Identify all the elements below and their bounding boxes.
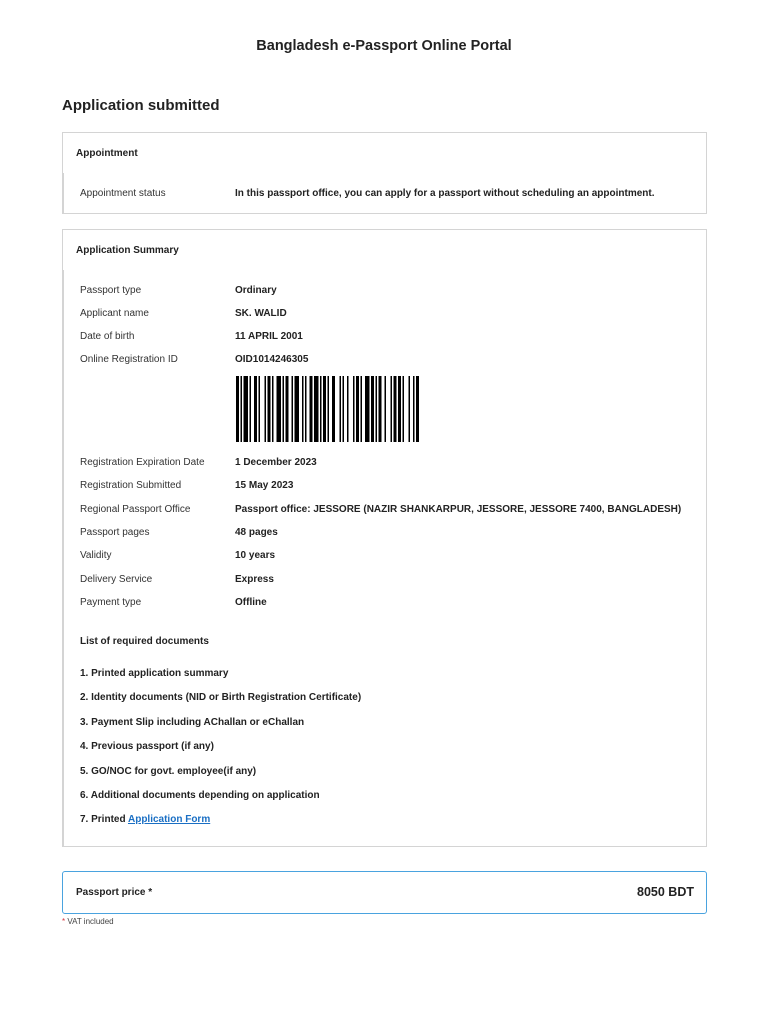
barcode-bar (409, 376, 411, 442)
passport-office-label: Regional Passport Office (80, 504, 191, 515)
summary-row (80, 597, 696, 613)
payment-type-value: Offline (235, 597, 267, 608)
barcode-bar (268, 376, 271, 442)
summary-row (80, 574, 696, 590)
barcode-bar (416, 376, 419, 442)
appointment-status-label: Appointment status (80, 188, 166, 199)
barcode-bar (265, 376, 267, 442)
document-item: 1. Printed application summary (80, 668, 229, 679)
summary-row (80, 308, 696, 324)
document-item: 2. Identity documents (NID or Birth Registration Certificate) (80, 692, 362, 703)
delivery-service-value: Express (235, 574, 274, 585)
barcode-bar (295, 376, 300, 442)
portal-title: Bangladesh e-Passport Online Portal (256, 38, 512, 54)
registration-expiration-value: 1 December 2023 (235, 457, 317, 468)
barcode-bar (398, 376, 401, 442)
barcode-bar (292, 376, 294, 442)
registration-barcode (236, 376, 422, 442)
barcode-bar (394, 376, 397, 442)
barcode-bar (353, 376, 355, 442)
barcode-bar (332, 376, 335, 442)
barcode-bar (283, 376, 285, 442)
barcode-bar (259, 376, 261, 442)
barcode-bar (379, 376, 382, 442)
registration-submitted-value: 15 May 2023 (235, 480, 294, 491)
barcode-bar (391, 376, 393, 442)
summary-row (80, 457, 696, 473)
vat-note (62, 917, 114, 926)
barcode-bar (371, 376, 374, 442)
barcode-bar (250, 376, 252, 442)
applicant-name-label: Applicant name (80, 308, 149, 319)
divider (63, 270, 64, 846)
barcode-bar (302, 376, 304, 442)
payment-type-label: Payment type (80, 597, 142, 608)
barcode-bar (356, 376, 359, 442)
summary-row (80, 527, 696, 543)
appointment-panel (62, 132, 707, 214)
application-form-link[interactable]: Application Form (127, 814, 211, 825)
application-summary-panel (62, 229, 707, 847)
summary-row (80, 480, 696, 496)
barcode-bar (314, 376, 319, 442)
passport-pages-label: Passport pages (80, 527, 150, 538)
summary-row (80, 285, 696, 301)
summary-row (80, 354, 696, 370)
barcode-bar (385, 376, 387, 442)
barcode-bar (340, 376, 342, 442)
passport-type-value: Ordinary (235, 285, 277, 296)
passport-price-value: 8050 BDT (637, 885, 694, 899)
document-item: 6. Additional documents depending on application (80, 790, 320, 801)
passport-office-value: Passport office: JESSORE (NAZIR SHANKARPUR, JESSORE, JESSORE 7400, BANGLADESH) (235, 504, 682, 515)
page-title: Application submitted (62, 97, 220, 114)
summary-row (80, 504, 696, 520)
vat-asterisk: * (62, 917, 66, 926)
barcode-bar (403, 376, 405, 442)
barcode-bar (365, 376, 370, 442)
passport-price-box (62, 871, 707, 914)
registration-id-label: Online Registration ID (80, 354, 178, 365)
passport-type-label: Passport type (80, 285, 142, 296)
document-item: 5. GO/NOC for govt. employee(if any) (80, 766, 257, 777)
date-of-birth-label: Date of birth (80, 331, 135, 342)
appointment-heading: Appointment (76, 148, 138, 159)
appointment-status-value: In this passport office, you can apply for a passport without scheduling an appointment. (235, 188, 655, 199)
appointment-status-row (80, 188, 696, 204)
barcode-bar (328, 376, 330, 442)
registration-id-value: OID1014246305 (235, 354, 309, 365)
barcode-bar (310, 376, 313, 442)
barcode-bar (244, 376, 249, 442)
required-documents-heading: List of required documents (80, 636, 209, 647)
barcode-bar (254, 376, 257, 442)
barcode-bar (361, 376, 363, 442)
registration-submitted-label: Registration Submitted (80, 480, 182, 491)
barcode-bar (323, 376, 326, 442)
barcode-bar (305, 376, 307, 442)
barcode-bar (347, 376, 349, 442)
vat-note-text: VAT included (67, 917, 114, 926)
barcode-bar (277, 376, 282, 442)
barcode-bar (272, 376, 274, 442)
document-item (80, 814, 210, 825)
barcode-bar (413, 376, 415, 442)
summary-row (80, 550, 696, 566)
applicant-name-value: SK. WALID (235, 308, 287, 319)
barcode-bar (241, 376, 243, 442)
delivery-service-label: Delivery Service (80, 574, 153, 585)
registration-expiration-label: Registration Expiration Date (80, 457, 205, 468)
barcode-bar (236, 376, 239, 442)
barcode-bar (286, 376, 289, 442)
barcode-bar (376, 376, 378, 442)
application-summary-heading: Application Summary (76, 245, 179, 256)
document-item: 3. Payment Slip including AChallan or eChallan (80, 717, 305, 728)
document-item-prefix: 7. Printed (80, 814, 128, 825)
passport-price-label: Passport price * (76, 887, 153, 898)
validity-value: 10 years (235, 550, 276, 561)
document-item: 4. Previous passport (if any) (80, 741, 214, 752)
passport-pages-value: 48 pages (235, 527, 278, 538)
summary-row (80, 331, 696, 347)
barcode-bar (343, 376, 345, 442)
divider (63, 173, 64, 213)
date-of-birth-value: 11 APRIL 2001 (235, 331, 303, 342)
barcode-bar (320, 376, 322, 442)
validity-label: Validity (80, 550, 112, 561)
